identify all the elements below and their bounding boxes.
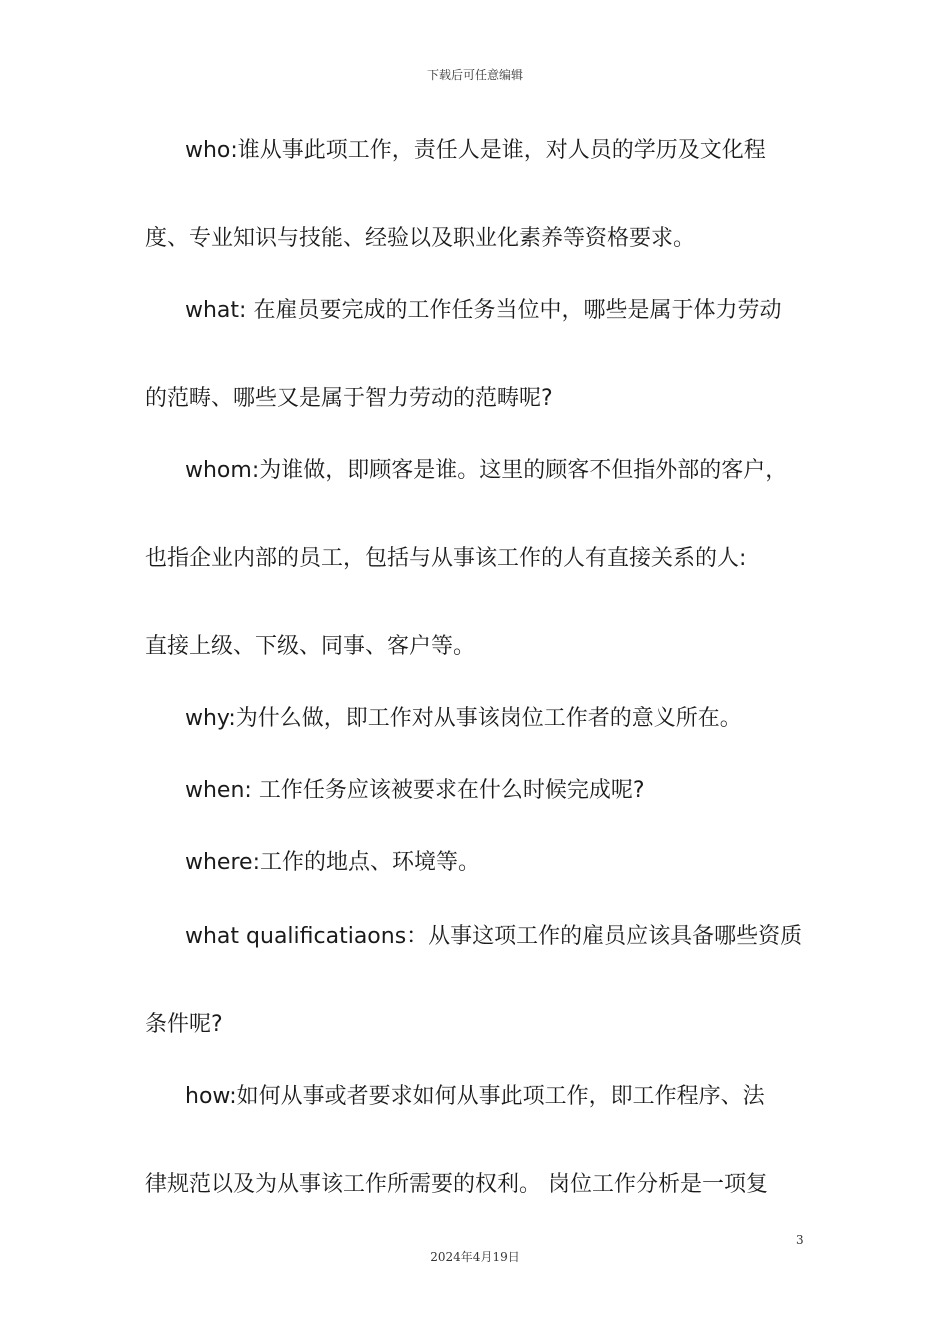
paragraph-what-line-2: 的范畴、哪些又是属于智力劳动的范畴呢? [145,386,553,411]
paragraph-qualifications-line-1: what qualificatiaons：从事这项工作的雇员应该具备哪些资质 [185,924,803,949]
page-number: 3 [796,1233,804,1247]
paragraph-who-line-2: 度、专业知识与技能、经验以及职业化素养等资格要求。 [145,226,696,251]
page-header: 下载后可任意编辑 [426,68,523,82]
paragraph-what-line-1: what: 在雇员要完成的工作任务当位中，哪些是属于体力劳动 [185,298,782,323]
paragraph-qualifications-line-2: 条件呢? [145,1012,223,1037]
page-footer-date: 2024年4月19日 [430,1250,520,1264]
paragraph-how-line-1: how:如何从事或者要求如何从事此项工作，即工作程序、法 [185,1084,765,1109]
paragraph-whom-line-3: 直接上级、下级、同事、客户等。 [145,634,476,659]
paragraph-whom-line-2: 也指企业内部的员工，包括与从事该工作的人有直接关系的人: [145,546,747,571]
paragraph-where: where:工作的地点、环境等。 [185,850,480,875]
paragraph-how-line-2: 律规范以及为从事该工作所需要的权利。 岗位工作分析是一项复 [145,1172,768,1197]
paragraph-when: when: 工作任务应该被要求在什么时候完成呢? [185,778,645,803]
paragraph-why: why:为什么做，即工作对从事该岗位工作者的意义所在。 [185,706,742,731]
paragraph-whom-line-1: whom:为谁做，即顾客是谁。这里的顾客不但指外部的客户， [185,458,788,483]
paragraph-who-line-1: who:谁从事此项工作，责任人是谁，对人员的学历及文化程 [185,138,766,163]
